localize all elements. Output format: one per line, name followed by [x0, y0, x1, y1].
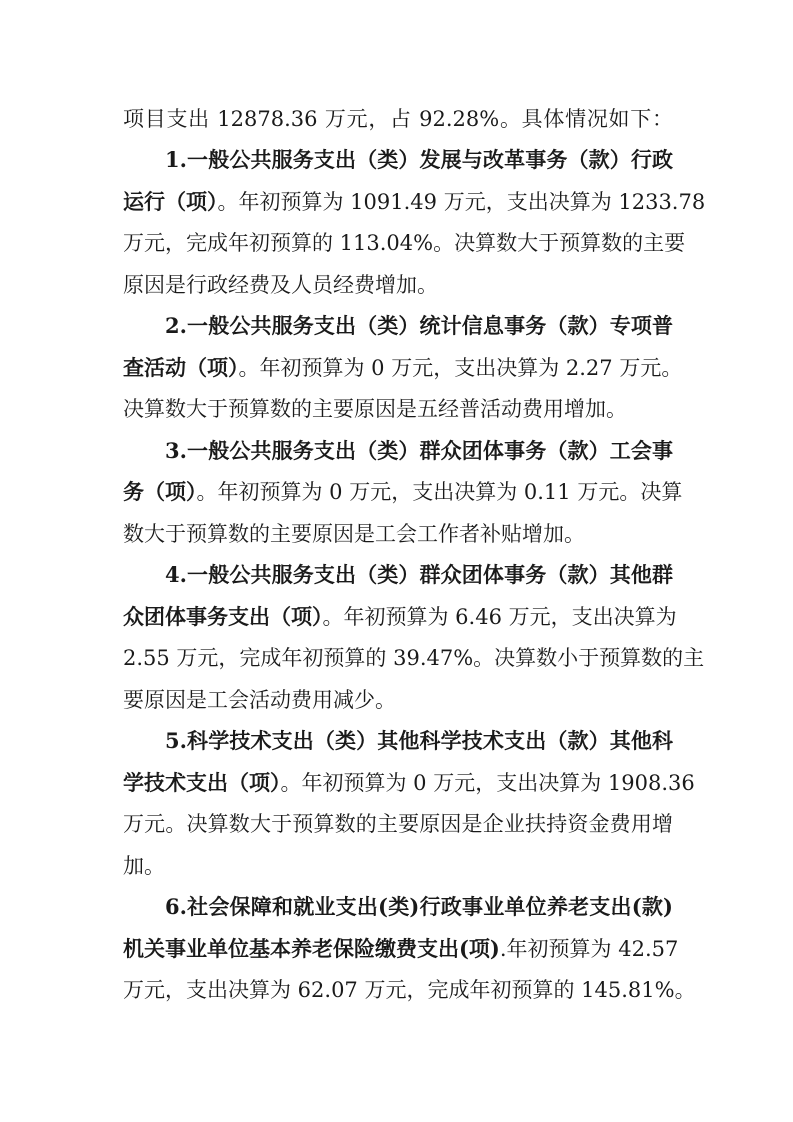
item-2-text: 。年初预算为 0 万元，支出决算为 2.27 万元。	[238, 356, 683, 380]
item-6-line-3: 万元，支出决算为 62.07 万元，完成年初预算的 145.81%。	[123, 978, 696, 1002]
item-1-heading-cont: 运行（项）	[123, 189, 218, 214]
item-4-heading: 4.一般公共服务支出（类）群众团体事务（款）其他群	[165, 562, 673, 587]
item-3-line-3: 数大于预算数的主要原因是工会工作者补贴增加。	[123, 522, 585, 546]
item-3-heading: 3.一般公共服务支出（类）群众团体事务（款）工会事	[165, 438, 673, 463]
item-5-line-3: 万元。决算数大于预算数的主要原因是企业扶持资金费用增	[123, 812, 673, 836]
item-6-heading: 6.社会保障和就业支出(类)行政事业单位养老支出(款)	[165, 894, 673, 919]
item-1-line-3: 万元，完成年初预算的 113.04%。决算数大于预算数的主要	[123, 231, 686, 255]
item-3-text: 。年初预算为 0 万元，支出决算为 0.11 万元。决算	[196, 480, 683, 504]
item-2-heading: 2.一般公共服务支出（类）统计信息事务（款）专项普	[165, 313, 673, 338]
item-6-line-2	[123, 934, 679, 964]
item-4-line-3: 2.55 万元，完成年初预算的 39.47%。决算数小于预算数的主	[123, 646, 705, 670]
item-1-text: 。年初预算为 1091.49 万元，支出决算为 1233.78	[217, 190, 706, 214]
item-5-line-2	[123, 768, 695, 798]
item-5-line-4: 加。	[123, 854, 165, 878]
item-4-heading-cont: 众团体事务支出（项）	[123, 604, 323, 629]
item-1-line-2	[123, 187, 706, 217]
item-4-line-4: 要原因是工会活动费用减少。	[123, 688, 396, 712]
intro-line: 项目支出 12878.36 万元，占 92.28%。具体情况如下：	[123, 107, 673, 131]
item-6-heading-cont: 机关事业单位基本养老保险缴费支出(项)	[123, 936, 500, 961]
item-4-line-2	[123, 602, 677, 632]
item-2-line-3: 决算数大于预算数的主要原因是五经普活动费用增加。	[123, 397, 627, 421]
item-2-line-2	[123, 353, 683, 383]
item-3-line-2	[123, 477, 683, 507]
item-3-heading-cont: 务（项）	[123, 479, 197, 504]
item-2-heading-cont: 查活动（项）	[123, 355, 239, 380]
item-4-text: 。年初预算为 6.46 万元，支出决算为	[322, 605, 677, 629]
item-1-line-4: 原因是行政经费及人员经费增加。	[123, 273, 438, 297]
item-5-heading: 5.科学技术支出（类）其他科学技术支出（款）其他科	[165, 728, 673, 753]
item-5-heading-cont: 学技术支出（项）	[123, 770, 281, 795]
item-5-text: 。年初预算为 0 万元，支出决算为 1908.36	[280, 771, 695, 795]
item-1-heading: 1.一般公共服务支出（类）发展与改革事务（款）行政	[165, 147, 673, 172]
item-6-text: .年初预算为 42.57	[499, 937, 679, 961]
